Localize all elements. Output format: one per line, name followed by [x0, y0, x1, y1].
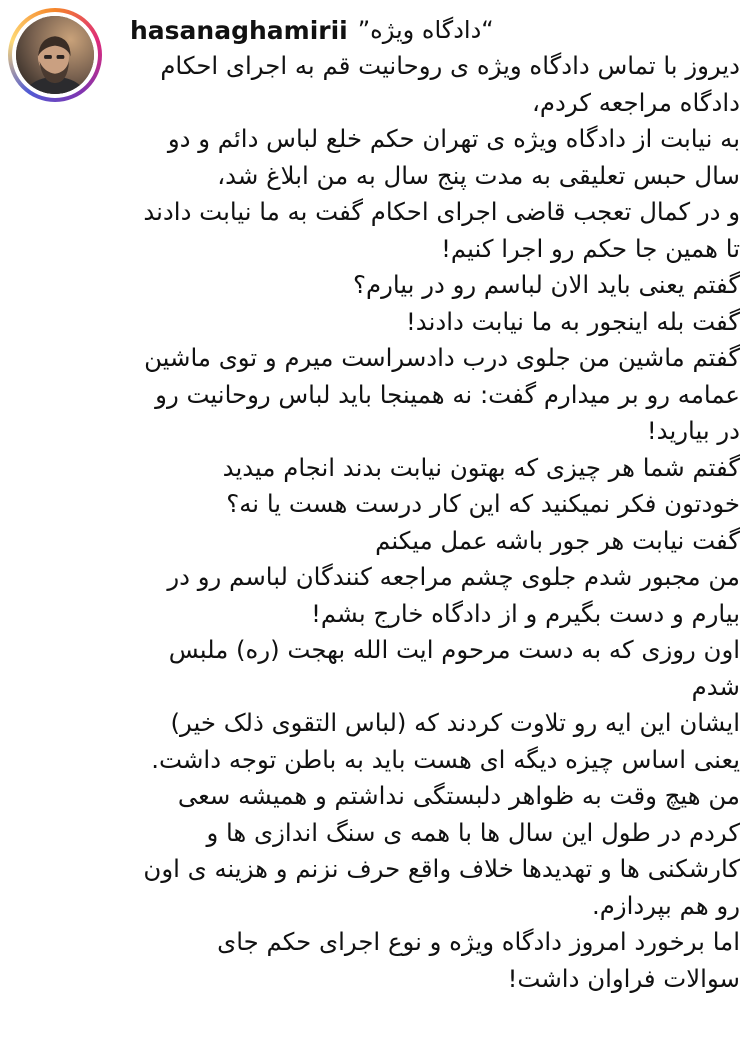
caption-paragraph: گفتم یعنی باید الان لباسم رو در بیارم؟ — [353, 270, 740, 299]
post-header — [130, 10, 740, 50]
caption-paragraph: و در کمال تعجب قاضی اجرای احکام گفت به ما نیابت دادند تا همین جا حکم رو اجرا کنیم! — [143, 197, 740, 263]
caption-title: “دادگاه ویژه” — [357, 16, 494, 44]
caption-paragraph: دیروز با تماس دادگاه ویژه ی روحانیت قم به اجرای احکام دادگاه مراجعه کردم، — [160, 51, 740, 117]
caption-paragraph: ایشان این ایه رو تلاوت کردند که (لباس التقوی ذلک خیر) — [170, 708, 740, 737]
caption-paragraph: اما برخورد امروز دادگاه ویژه و نوع اجرای حکم جای سوالات فراوان داشت! — [217, 927, 740, 993]
caption-paragraph: گفتم شما هر چیزی که بهتون نیابت بدند انجام میدید خودتون فکر نمیکنید که این کار درست هست یا نه؟ — [222, 452, 740, 518]
avatar[interactable] — [16, 16, 94, 94]
profile-photo-icon — [16, 16, 94, 94]
caption-paragraph: من هیچ وقت به ظواهر دلبستگی نداشتم و همیشه سعی کردم در طول این سال ها با همه ی سنگ اندازی ها و کارشکنی ها و تهدیدها خلاف واقع حرف نزنم و هزینه ی اون رو هم بپردازم. — [143, 781, 740, 920]
caption-paragraph: یعنی اساس چیزه دیگه ای هست باید به باطن توجه داشت. — [151, 744, 740, 774]
caption-paragraph: اون روزی که به دست مرحوم ایت الله بهجت (ره) ملبس شدم — [168, 635, 740, 701]
caption-body — [140, 48, 740, 1054]
caption-paragraph: گفت بله اینجور به ما نیابت دادند! — [406, 306, 740, 336]
username-link[interactable]: hasanaghamirii — [130, 15, 348, 45]
story-ring[interactable] — [8, 8, 102, 102]
caption-paragraph: گفتم ماشین من جلوی درب دادسراست میرم و توی ماشین عمامه رو بر میدارم گفت: نه همینجا باید لباس روحانیت رو در بیارید! — [144, 343, 740, 445]
caption-paragraph: من مجبور شدم جلوی چشم مراجعه کنندگان لباسم رو در بیارم و دست بگیرم و از دادگاه خارج بشم! — [167, 562, 740, 628]
caption-paragraph: به نیابت از دادگاه ویژه ی تهران حکم خلع لباس دائم و دو سال حبس تعلیقی به مدت پنج سال به من ابلاغ شد، — [167, 124, 740, 190]
caption-paragraph: گفت نیابت هر جور باشه عمل میکنم — [375, 525, 740, 555]
